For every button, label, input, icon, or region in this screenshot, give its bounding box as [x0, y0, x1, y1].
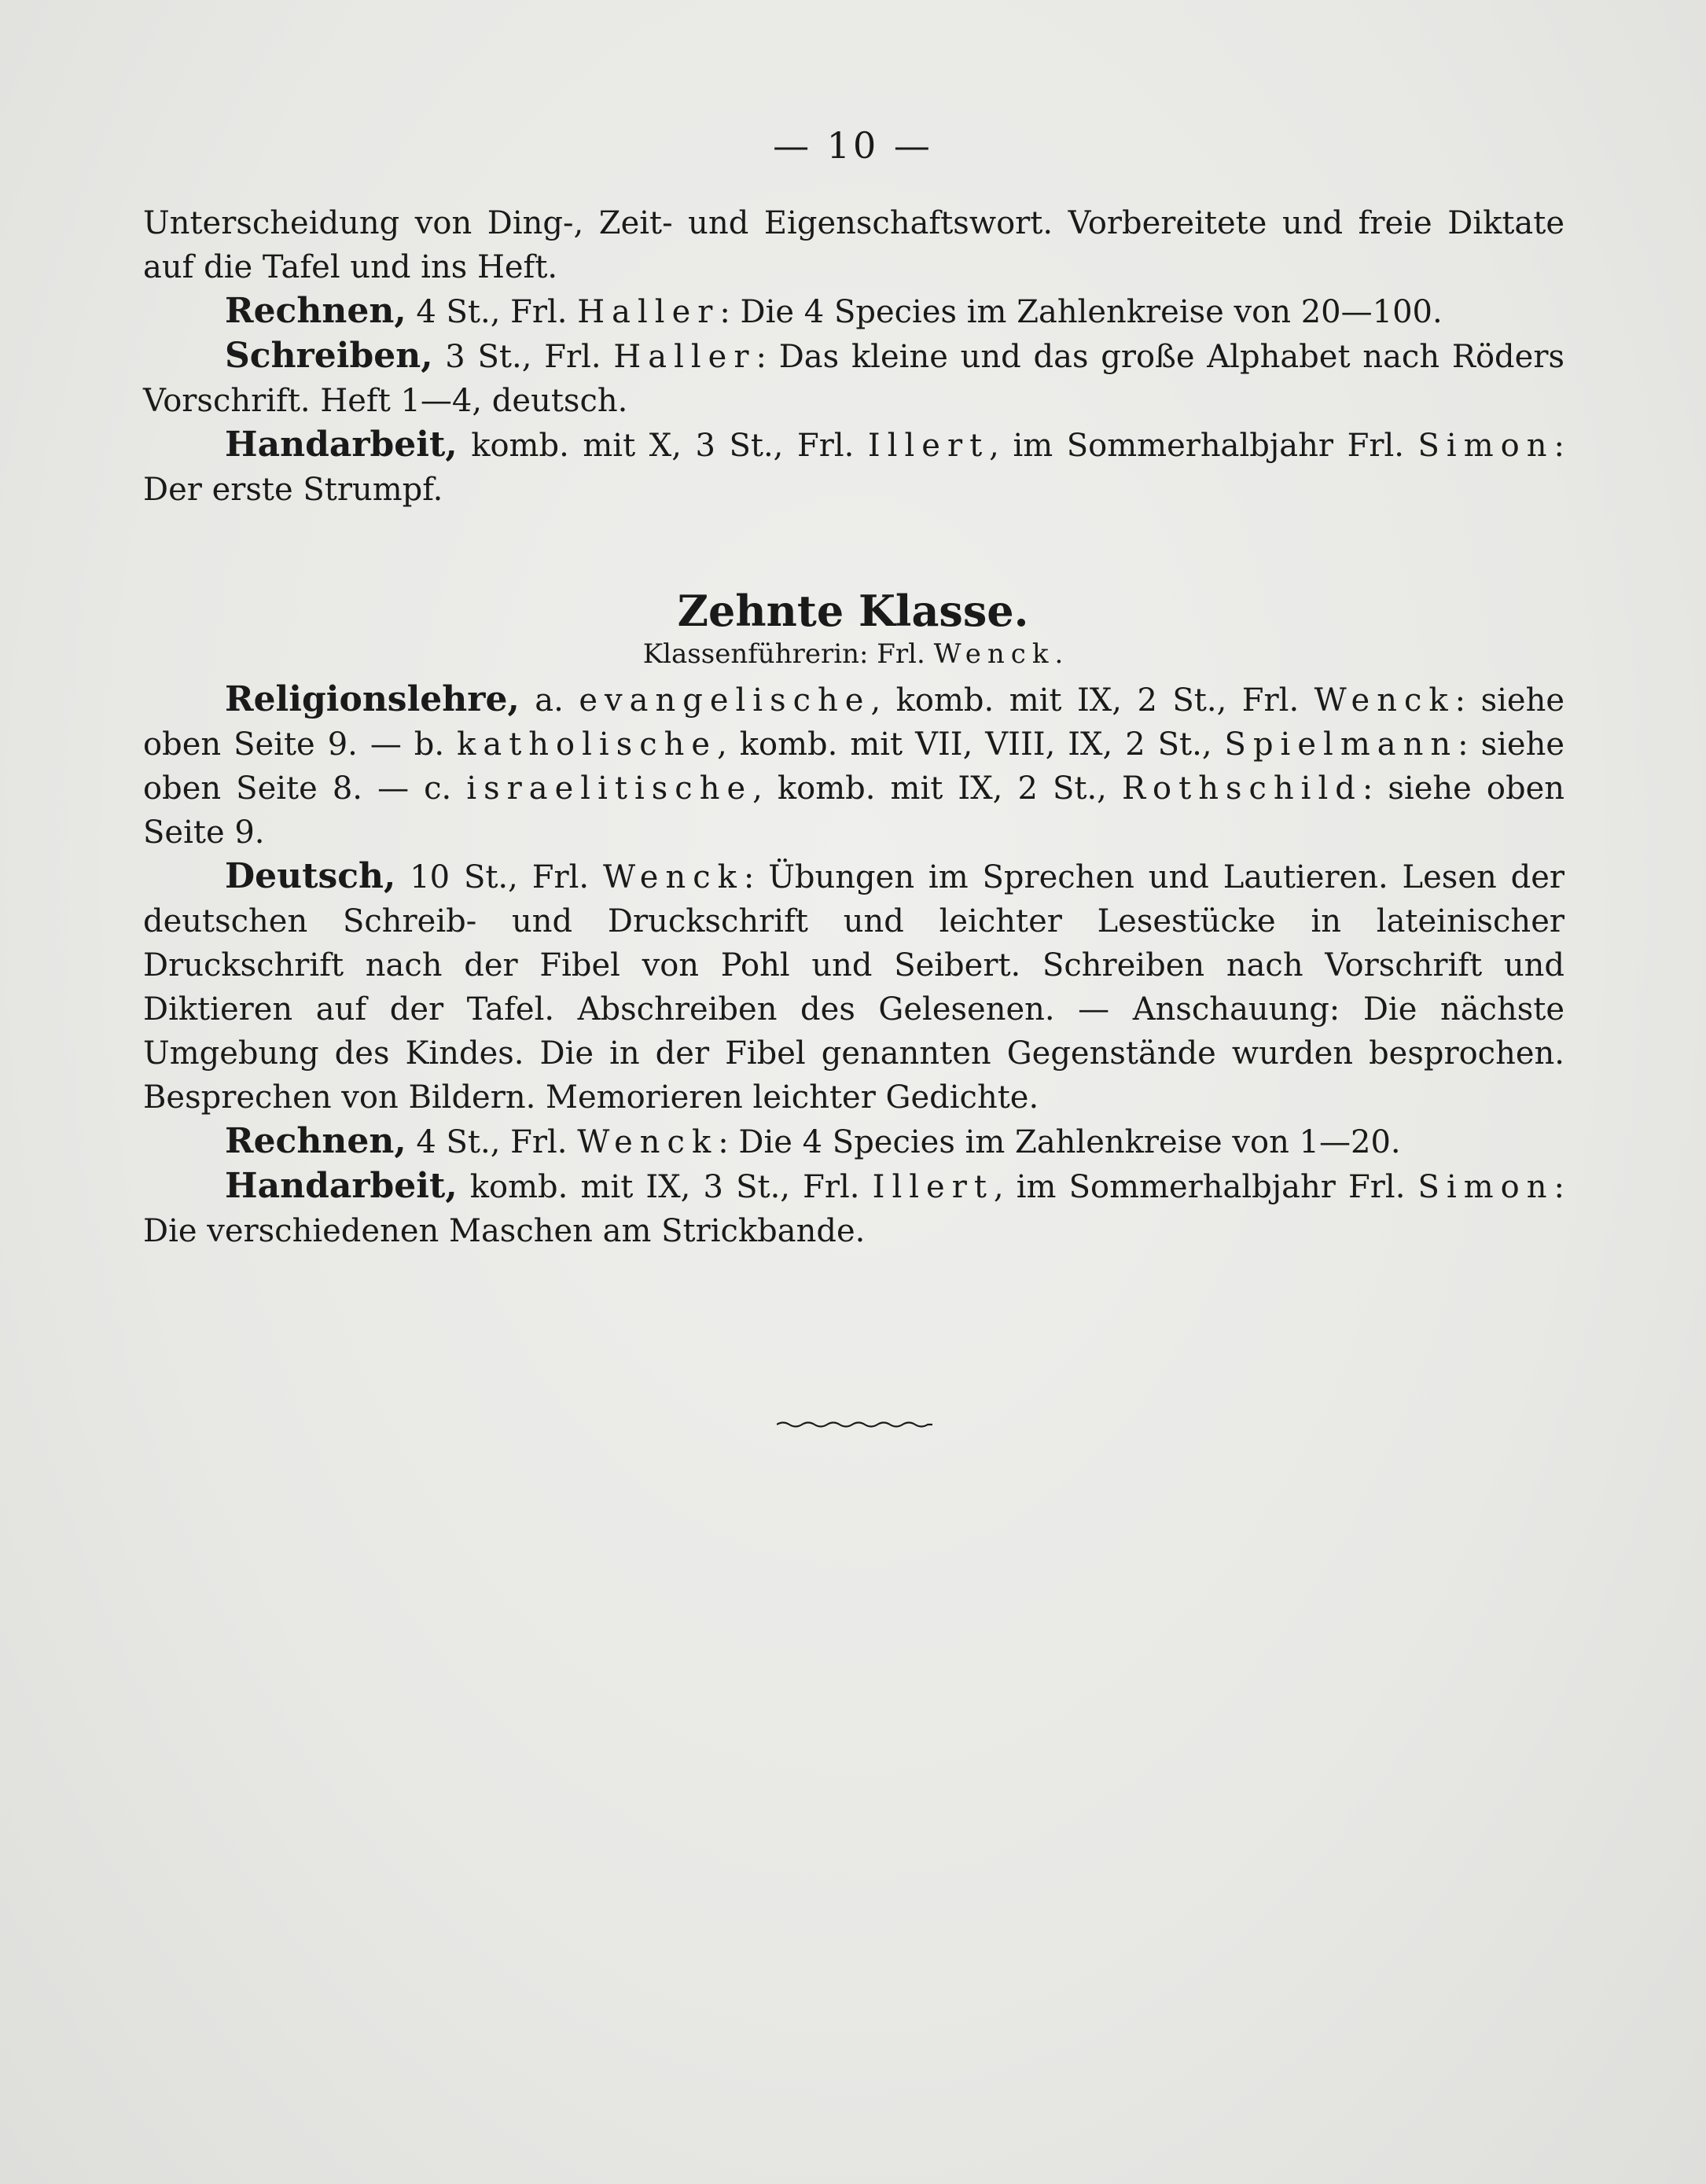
paragraph-text: , im Sommerhalbjahr Frl.: [989, 428, 1418, 464]
paragraph-religionslehre: [143, 678, 1564, 855]
paragraph-text: : Der erste Strumpf.: [143, 428, 1564, 508]
denomination-label: israelitische: [466, 770, 753, 807]
subject-label: Deutsch,: [225, 856, 396, 896]
paragraph-text: : Übungen im Sprechen und Lautieren. Lesen der deutschen Schreib- und Druckschrift und leichter Lesestücke in lateinischer Druckschrift nach der Fibel von Pohl und Seibert. Schreiben nach Vorschrift und Diktieren auf der Tafel. Abschreiben des Gelesenen. — Anschauung: Die nächste Umgebung des Kindes. Die in der Fibel genannten Gegenstände wurden besprochen. Besprechen von Bildern. Memorieren leichter Gedichte.: [143, 859, 1565, 1116]
paragraph-rechnen: [143, 1120, 1564, 1164]
teacher-name: Simon: [1417, 1169, 1554, 1205]
teacher-name: Wenck: [1314, 682, 1455, 719]
paragraph-text: Unterscheidung von Ding-, Zeit- und Eigenschaftswort. Vorbereitete und freie Diktate auf die Tafel und ins Heft.: [143, 205, 1564, 285]
paragraph-schreiben: [143, 334, 1564, 423]
denomination-label: katholische: [457, 726, 718, 763]
paragraph-text: komb. mit IX, 3 St., Frl.: [457, 1169, 873, 1205]
subject-label: Handarbeit,: [225, 1166, 458, 1206]
paragraph-text: 10 St., Frl.: [395, 859, 603, 895]
paragraph-text: a.: [519, 682, 579, 719]
paragraph-text: : siehe oben Seite 9. — b.: [143, 682, 1564, 763]
paragraph-text: : siehe oben Seite 9.: [143, 770, 1565, 851]
teacher-name: Illert: [872, 1169, 994, 1205]
class-leader-line: [0, 638, 1706, 670]
page-number: — 10 —: [773, 124, 933, 167]
class-leader-name: Wenck: [933, 638, 1055, 670]
teacher-name: Haller: [577, 294, 720, 330]
paragraph-text: : siehe oben Seite 8. — c.: [143, 726, 1565, 807]
paragraph-handarbeit: [143, 423, 1564, 512]
paragraph-text: 3 St., Frl.: [432, 339, 614, 375]
class-ten-block: [143, 678, 1564, 1253]
teacher-name: Simon: [1417, 428, 1554, 464]
teacher-name: Rothschild: [1121, 770, 1362, 807]
paragraph-text: komb. mit X, 3 St., Frl.: [457, 428, 868, 464]
teacher-name: Illert: [867, 428, 990, 464]
paragraph-text: : Die 4 Species im Zahlenkreise von 1—20.: [718, 1124, 1401, 1160]
paragraph-text: , komb. mit VII, VIII, IX, 2 St.,: [717, 726, 1225, 763]
section-divider: [777, 1420, 932, 1429]
paragraph-text: : Die verschiedenen Maschen am Strickbande.: [143, 1169, 1564, 1249]
subject-label: Religionslehre,: [225, 679, 520, 719]
top-text-block: [143, 201, 1564, 512]
paragraph-text: : Das kleine und das große Alphabet nach Röders Vorschrift. Heft 1—4, deutsch.: [143, 339, 1564, 419]
teacher-name: Haller: [613, 339, 756, 375]
paragraph-text: 4 St., Frl.: [406, 1124, 578, 1160]
paragraph-text: , im Sommerhalbjahr Frl.: [993, 1169, 1418, 1205]
teacher-name: Wenck: [602, 859, 744, 895]
denomination-label: evangelische: [579, 682, 871, 719]
paragraph-text: , komb. mit IX, 2 St., Frl.: [870, 682, 1314, 719]
subject-label: Rechnen,: [225, 1121, 406, 1161]
paragraph-deutsch: [143, 855, 1564, 1120]
teacher-name: Spielmann: [1224, 726, 1458, 763]
class-leader-label: Klassenführerin: Frl.: [642, 638, 934, 670]
class-leader-end: .: [1054, 638, 1064, 670]
section-heading: Zehnte Klasse.: [677, 586, 1029, 636]
subject-label: Handarbeit,: [225, 425, 458, 465]
teacher-name: Wenck: [577, 1124, 719, 1160]
paragraph-text: : Die 4 Species im Zahlenkreise von 20—100.: [719, 294, 1443, 330]
paragraph-handarbeit: [143, 1164, 1564, 1253]
subject-label: Rechnen,: [225, 291, 406, 331]
subject-label: Schreiben,: [225, 336, 433, 376]
paragraph-text: , komb. mit IX, 2 St.,: [752, 770, 1122, 807]
paragraph-deutsch-continued: [143, 201, 1564, 289]
paragraph-rechnen: [143, 289, 1564, 334]
paragraph-text: 4 St., Frl.: [406, 294, 578, 330]
